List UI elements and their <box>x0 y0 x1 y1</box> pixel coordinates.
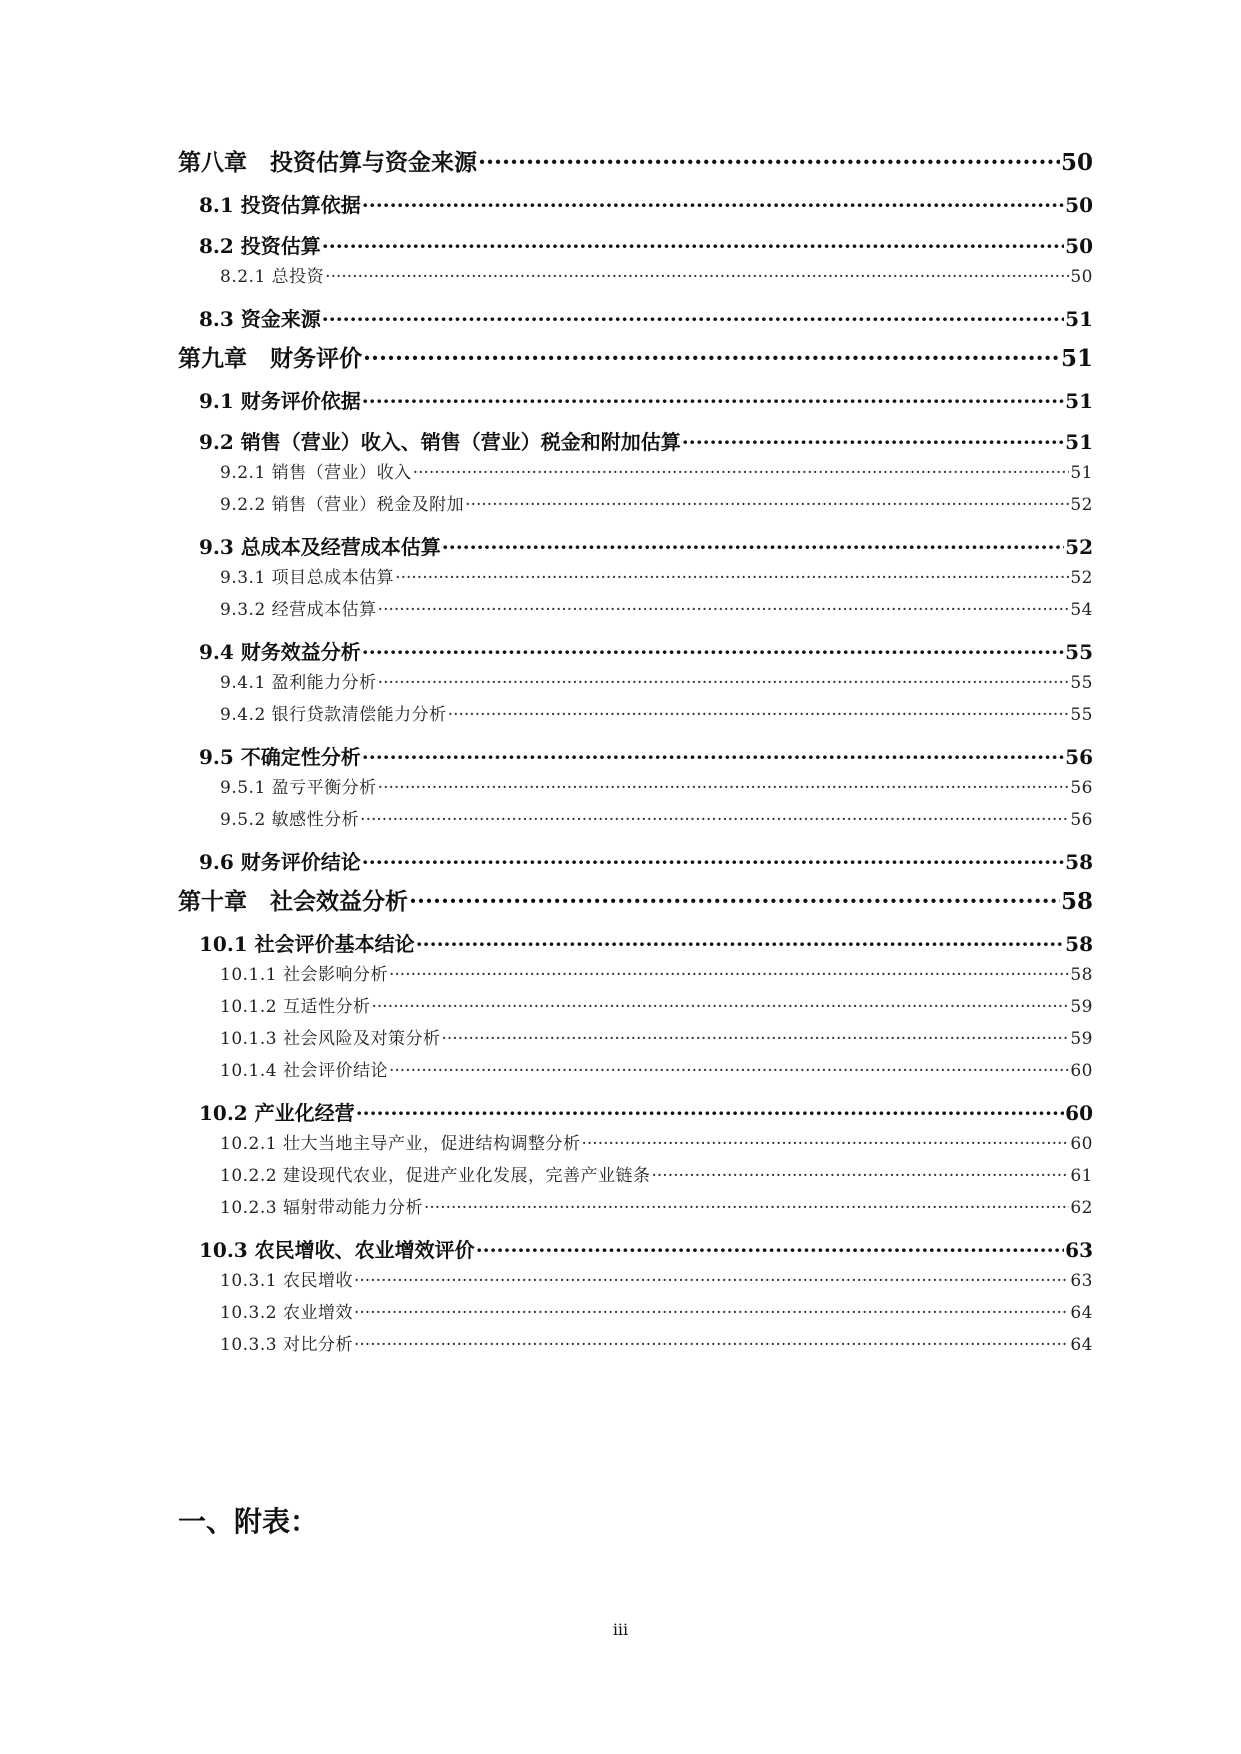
toc-entry-sub[interactable] <box>178 594 1093 626</box>
toc-entry-label: 10.3 农民增收、农业增效评价 <box>199 1238 475 1262</box>
toc-entry-page: 59 <box>1070 997 1093 1017</box>
dot-leader <box>363 342 1060 375</box>
toc-entry-section[interactable] <box>178 387 1093 416</box>
dot-leader <box>395 562 1069 594</box>
toc-entry-page: 55 <box>1065 640 1093 664</box>
toc-entry-label: 第九章 财务评价 <box>178 345 362 372</box>
toc-entry-label: 9.4.2 银行贷款清偿能力分析 <box>220 705 447 725</box>
dot-leader <box>409 885 1060 918</box>
toc-entry-label: 9.5.2 敏感性分析 <box>220 810 360 830</box>
dot-leader <box>389 959 1069 991</box>
toc-entry-page: 51 <box>1060 345 1093 372</box>
toc-entry-page: 50 <box>1065 193 1093 217</box>
toc-entry-label: 10.3.1 农民增收 <box>220 1271 353 1291</box>
dot-leader <box>424 1192 1069 1224</box>
toc-entry-sub[interactable] <box>178 1297 1093 1329</box>
dot-leader <box>442 533 1064 562</box>
toc-entry-label: 8.3 资金来源 <box>199 307 321 331</box>
dot-leader <box>325 261 1069 293</box>
toc-entry-label: 9.4 财务效益分析 <box>199 640 361 664</box>
toc-entry-section[interactable] <box>178 305 1093 334</box>
toc-entry-sub[interactable] <box>178 457 1093 489</box>
toc-entry-section[interactable] <box>178 638 1093 667</box>
table-of-contents <box>178 146 1093 1361</box>
dot-leader <box>682 428 1064 457</box>
dot-leader <box>322 305 1064 334</box>
toc-entry-page: 51 <box>1065 430 1093 454</box>
toc-entry-label: 9.3.2 经营成本估算 <box>220 600 377 620</box>
dot-leader <box>581 1128 1069 1160</box>
dot-leader <box>378 667 1070 699</box>
toc-entry-label: 9.6 财务评价结论 <box>199 850 361 874</box>
toc-entry-label: 9.2.2 销售（营业）税金及附加 <box>220 495 465 515</box>
dot-leader <box>354 1329 1069 1361</box>
dot-leader <box>441 1023 1069 1055</box>
toc-entry-label: 9.2.1 销售（营业）收入 <box>220 463 412 483</box>
toc-entry-page: 50 <box>1070 267 1093 287</box>
toc-entry-section[interactable] <box>178 1236 1093 1265</box>
toc-entry-sub[interactable] <box>178 804 1093 836</box>
toc-entry-section[interactable] <box>178 533 1093 562</box>
toc-entry-page: 51 <box>1070 463 1093 483</box>
appendix-heading: 一、附表： <box>178 1505 319 1538</box>
toc-entry-section[interactable] <box>178 1099 1093 1128</box>
toc-entry-page: 58 <box>1060 888 1093 915</box>
toc-entry-page: 58 <box>1065 850 1093 874</box>
toc-entry-sub[interactable] <box>178 261 1093 293</box>
dot-leader <box>354 1297 1069 1329</box>
toc-entry-sub[interactable] <box>178 1265 1093 1297</box>
dot-leader <box>362 387 1064 416</box>
toc-entry-sub[interactable] <box>178 699 1093 731</box>
dot-leader <box>362 191 1064 220</box>
toc-entry-page: 51 <box>1065 389 1093 413</box>
toc-entry-page: 61 <box>1070 1166 1093 1186</box>
toc-entry-page: 64 <box>1070 1303 1093 1323</box>
toc-entry-chapter[interactable] <box>178 146 1093 179</box>
toc-entry-label: 第十章 社会效益分析 <box>178 888 408 915</box>
toc-entry-label: 9.3.1 项目总成本估算 <box>220 568 395 588</box>
toc-entry-section[interactable] <box>178 232 1093 261</box>
toc-entry-page: 52 <box>1070 568 1093 588</box>
toc-entry-sub[interactable] <box>178 1329 1093 1361</box>
toc-entry-sub[interactable] <box>178 1160 1093 1192</box>
toc-entry-label: 9.5 不确定性分析 <box>199 745 361 769</box>
dot-leader <box>362 638 1064 667</box>
dot-leader <box>362 743 1064 772</box>
toc-entry-page: 60 <box>1070 1061 1093 1081</box>
dot-leader <box>362 848 1064 877</box>
toc-entry-label: 10.1.1 社会影响分析 <box>220 965 388 985</box>
toc-entry-sub[interactable] <box>178 489 1093 521</box>
toc-entry-label: 第八章 投资估算与资金来源 <box>178 149 477 176</box>
toc-entry-label: 10.1.3 社会风险及对策分析 <box>220 1029 441 1049</box>
toc-entry-page: 64 <box>1070 1335 1093 1355</box>
dot-leader <box>651 1160 1069 1192</box>
toc-entry-label: 8.2 投资估算 <box>199 234 321 258</box>
toc-entry-label: 10.3.3 对比分析 <box>220 1335 353 1355</box>
dot-leader <box>416 930 1064 959</box>
toc-entry-label: 9.5.1 盈亏平衡分析 <box>220 778 377 798</box>
dot-leader <box>378 772 1070 804</box>
dot-leader <box>371 991 1069 1023</box>
toc-entry-chapter[interactable] <box>178 342 1093 375</box>
toc-entry-page: 58 <box>1070 965 1093 985</box>
toc-entry-label: 10.1.2 互适性分析 <box>220 997 371 1017</box>
toc-entry-label: 10.1 社会评价基本结论 <box>199 932 415 956</box>
toc-entry-page: 59 <box>1070 1029 1093 1049</box>
toc-entry-label: 10.2.2 建设现代农业，促进产业化发展，完善产业链条 <box>220 1166 651 1186</box>
toc-entry-section[interactable] <box>178 191 1093 220</box>
dot-leader <box>378 594 1070 626</box>
dot-leader <box>356 1099 1064 1128</box>
toc-entry-label: 10.3.2 农业增效 <box>220 1303 353 1323</box>
dot-leader <box>322 232 1064 261</box>
toc-entry-sub[interactable] <box>178 1192 1093 1224</box>
toc-entry-sub[interactable] <box>178 1023 1093 1055</box>
toc-entry-page: 50 <box>1065 234 1093 258</box>
toc-entry-page: 52 <box>1070 495 1093 515</box>
toc-entry-page: 60 <box>1070 1134 1093 1154</box>
toc-entry-page: 56 <box>1065 745 1093 769</box>
dot-leader <box>389 1055 1069 1087</box>
toc-entry-page: 56 <box>1070 810 1093 830</box>
toc-entry-page: 51 <box>1065 307 1093 331</box>
toc-entry-page: 58 <box>1065 932 1093 956</box>
toc-entry-page: 54 <box>1070 600 1093 620</box>
toc-entry-sub[interactable] <box>178 991 1093 1023</box>
toc-entry-label: 8.2.1 总投资 <box>220 267 325 287</box>
toc-entry-label: 9.2 销售（营业）收入、销售（营业）税金和附加估算 <box>199 430 681 454</box>
toc-entry-label: 10.1.4 社会评价结论 <box>220 1061 388 1081</box>
toc-entry-label: 10.2 产业化经营 <box>199 1101 355 1125</box>
toc-entry-label: 9.3 总成本及经营成本估算 <box>199 535 441 559</box>
toc-entry-page: 60 <box>1065 1101 1093 1125</box>
toc-entry-sub[interactable] <box>178 667 1093 699</box>
toc-entry-section[interactable] <box>178 930 1093 959</box>
toc-entry-label: 9.1 财务评价依据 <box>199 389 361 413</box>
toc-entry-page: 63 <box>1065 1238 1093 1262</box>
toc-entry-page: 56 <box>1070 778 1093 798</box>
dot-leader <box>360 804 1069 836</box>
toc-entry-sub[interactable] <box>178 1128 1093 1160</box>
toc-entry-page: 50 <box>1060 149 1093 176</box>
toc-entry-section[interactable] <box>178 848 1093 877</box>
toc-entry-page: 55 <box>1070 673 1093 693</box>
toc-entry-sub[interactable] <box>178 959 1093 991</box>
toc-entry-label: 10.2.3 辐射带动能力分析 <box>220 1198 423 1218</box>
toc-entry-label: 10.2.1 壮大当地主导产业，促进结构调整分析 <box>220 1134 581 1154</box>
dot-leader <box>448 699 1070 731</box>
toc-entry-page: 52 <box>1065 535 1093 559</box>
toc-entry-page: 55 <box>1070 705 1093 725</box>
dot-leader <box>476 1236 1064 1265</box>
toc-entry-sub[interactable] <box>178 1055 1093 1087</box>
toc-entry-page: 62 <box>1070 1198 1093 1218</box>
toc-entry-chapter[interactable] <box>178 885 1093 918</box>
toc-entry-label: 9.4.1 盈利能力分析 <box>220 673 377 693</box>
dot-leader <box>354 1265 1069 1297</box>
toc-entry-sub[interactable] <box>178 772 1093 804</box>
toc-entry-label: 8.1 投资估算依据 <box>199 193 361 217</box>
toc-entry-section[interactable] <box>178 743 1093 772</box>
dot-leader <box>478 146 1060 179</box>
dot-leader <box>413 457 1070 489</box>
page-number: iii <box>612 1620 629 1639</box>
dot-leader <box>465 489 1069 521</box>
toc-entry-page: 63 <box>1070 1271 1093 1291</box>
toc-entry-sub[interactable] <box>178 562 1093 594</box>
toc-entry-section[interactable] <box>178 428 1093 457</box>
